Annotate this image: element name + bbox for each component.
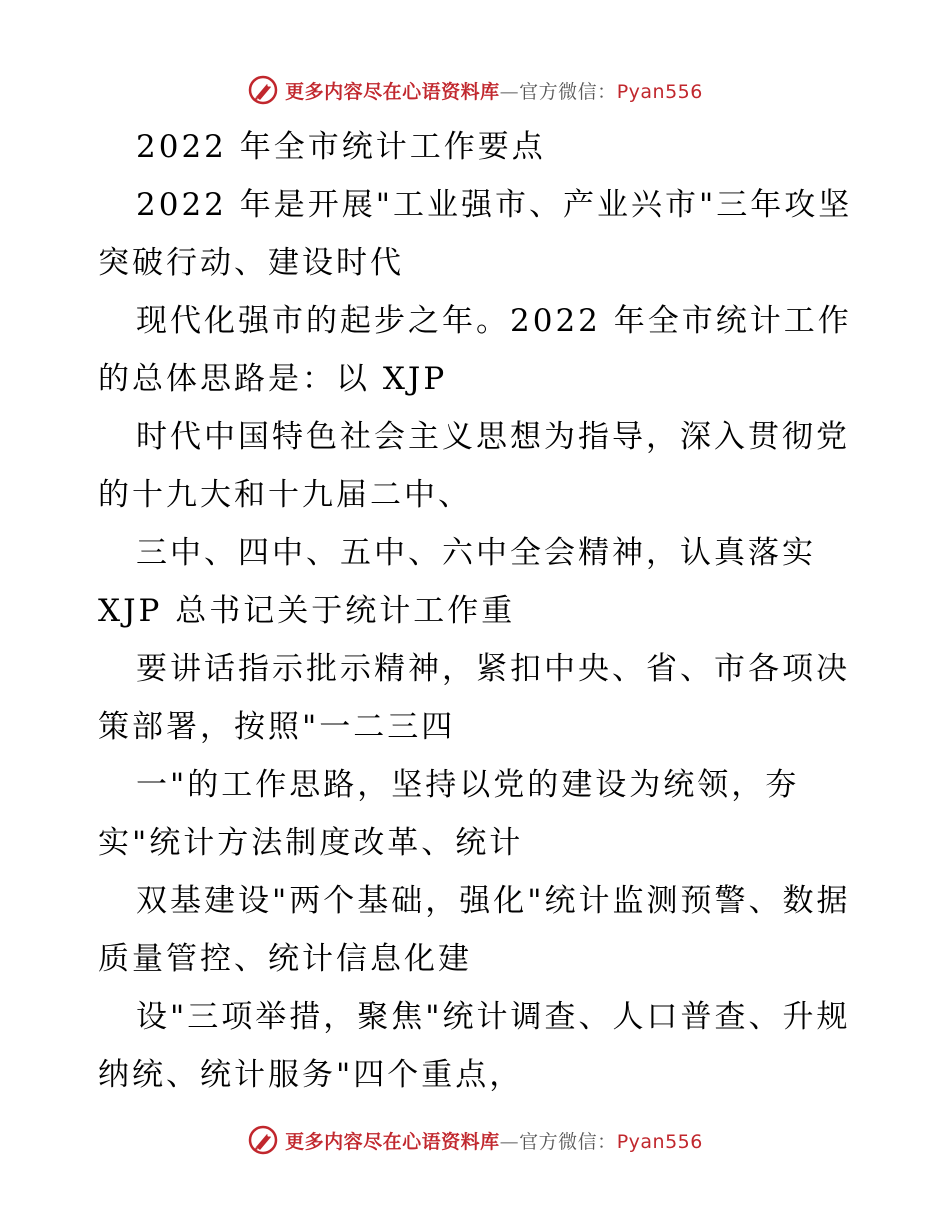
text-line: 现代化强市的起步之年。2022 年全市统计工作 — [136, 303, 852, 339]
text-line: 时代中国特色社会主义思想为指导，深入贯彻党 — [136, 419, 850, 455]
document-title: 2022 年全市统计工作要点 — [136, 129, 546, 165]
document-body — [98, 118, 858, 1104]
text-line: 2022 年是开展"工业强市、产业兴市"三年攻坚 — [136, 187, 853, 223]
text-line: 质量管控、统计信息化建 — [98, 941, 472, 977]
watermark-id: Pyan556 — [616, 1130, 703, 1153]
text-line: 纳统、统计服务"四个重点， — [98, 1057, 524, 1093]
text-line: 实"统计方法制度改革、统计 — [98, 825, 524, 861]
watermark-main: 更多内容尽在心语资料库 — [285, 1130, 500, 1153]
text-line: 的总体思路是：以 XJP — [98, 361, 448, 397]
watermark-separator: — — [499, 80, 520, 103]
text-line: 双基建设"两个基础，强化"统计监测预警、数据 — [136, 883, 851, 919]
watermark-official: 官方微信： — [519, 80, 617, 103]
pen-nib-logo-icon — [247, 74, 279, 106]
text-line: 设"三项举措，聚焦"统计调查、人口普查、升规 — [136, 999, 851, 1035]
pen-nib-logo-icon — [247, 1124, 279, 1156]
watermark-main: 更多内容尽在心语资料库 — [285, 80, 500, 103]
text-line: 一"的工作思路，坚持以党的建设为统领，夯 — [136, 767, 800, 803]
text-line: 策部署，按照"一二三四 — [98, 709, 456, 745]
text-line: 三中、四中、五中、六中全会精神，认真落实 — [136, 535, 816, 571]
watermark-id: Pyan556 — [616, 80, 703, 103]
text-line: XJP 总书记关于统计工作重 — [98, 593, 516, 629]
watermark-footer — [0, 1120, 950, 1160]
watermark-text — [285, 77, 703, 104]
watermark-text — [285, 1127, 703, 1154]
text-line: 的十九大和十九届二中、 — [98, 477, 472, 513]
text-line: 要讲话指示批示精神，紧扣中央、省、市各项决 — [136, 651, 850, 687]
watermark-separator: — — [499, 1130, 520, 1153]
watermark-official: 官方微信： — [519, 1130, 617, 1153]
text-line: 突破行动、建设时代 — [98, 245, 404, 281]
watermark-header — [0, 70, 950, 110]
